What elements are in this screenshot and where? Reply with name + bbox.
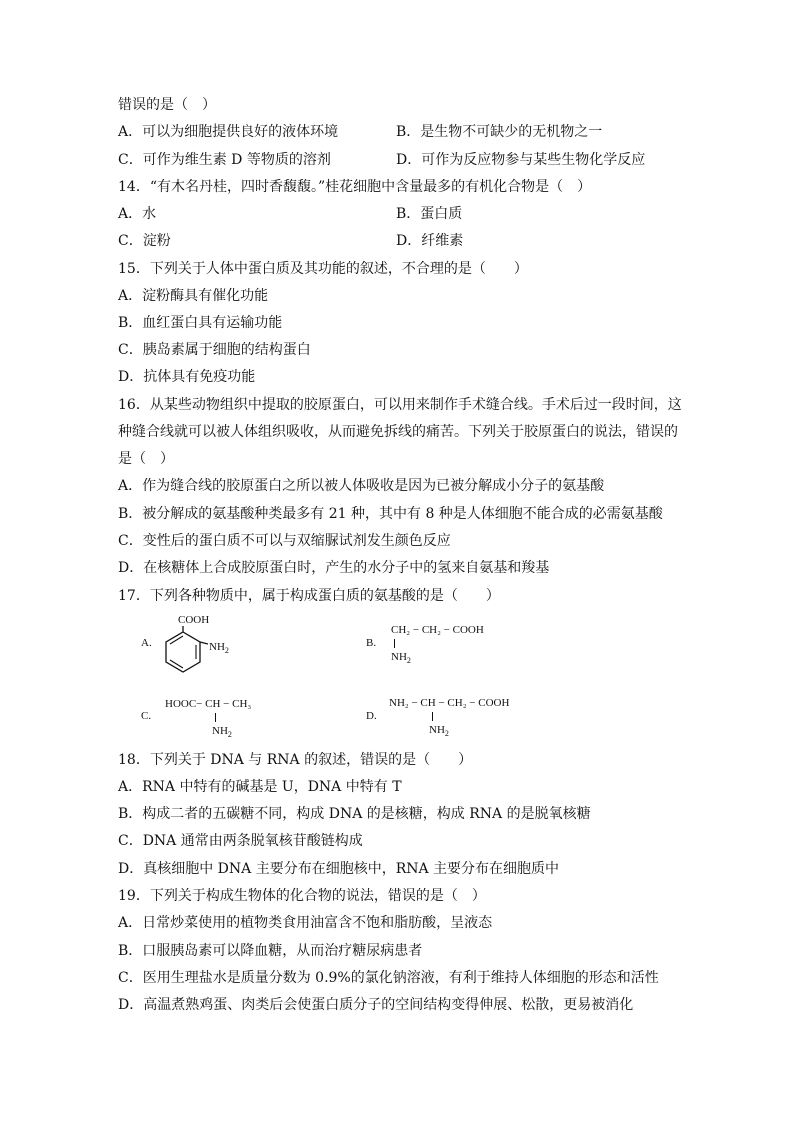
structure-group: COOH [178, 614, 210, 626]
structure-label: C. [141, 710, 152, 722]
option-d: D．可作为反应物参与某些生物化学反应 [396, 152, 646, 168]
option-c: C．医用生理盐水是质量分数为 0.9%的氯化钠溶液，有利于维持人体细胞的形态和活性 [118, 970, 659, 986]
question-18: 18．下列关于 DNA 与 RNA 的叙述，错误的是（ ） [118, 752, 473, 768]
option-a: A．作为缝合线的胶原蛋白之所以被人体吸收是因为已被分解成小分子的氨基酸 [118, 478, 605, 494]
structure-group: $NH_2$ [212, 725, 232, 740]
text-line: 错误的是（ ） [118, 97, 216, 113]
option-d: D．抗体具有免疫功能 [118, 369, 256, 385]
option-c: C．可作为维生素 D 等物质的溶剂 [118, 152, 331, 168]
option-d: D．高温煮熟鸡蛋、肉类后会使蛋白质分子的空间结构变得伸展、松散，更易被消化 [118, 997, 634, 1013]
option-b: B．构成二者的五碳糖不同，构成 DNA 的是核糖，构成 RNA 的是脱氧核糖 [118, 806, 591, 822]
option-d: D．在核糖体上合成胶原蛋白时，产生的水分子中的氢来自氨基和羧基 [118, 560, 550, 576]
option-b: B．被分解成的氨基酸种类最多有 21 种，其中有 8 种是人体细胞不能合成的必需氨基酸 [118, 506, 663, 522]
option-a: A．RNA 中特有的碱基是 U，DNA 中特有 T [118, 779, 402, 795]
option-b: B．是生物不可缺少的无机物之一 [396, 124, 603, 140]
option-b: B．血红蛋白具有运输功能 [118, 315, 283, 331]
bond-line [215, 713, 216, 722]
option-d: D．纤维素 [396, 233, 464, 249]
structure-group: $NH_2$ [429, 724, 449, 739]
bond-line [432, 712, 433, 721]
structure-chain: NH₂ − CH − CH₂ − COOH [389, 697, 510, 709]
option-a: A．可以为细胞提供良好的液体环境 [118, 124, 339, 140]
option-a: A．淀粉酶具有催化功能 [118, 288, 269, 304]
structure-group: $NH_2$ [391, 651, 411, 666]
option-a: A．水 [118, 206, 157, 222]
question-14: 14．“有木名丹桂，四时香馥馥。”桂花细胞中含量最多的有机化合物是（ ） [118, 179, 592, 195]
question-16-cont: 种缝合线就可以被人体组织吸收，从而避免拆线的痛苦。下列关于胶原蛋白的说法，错误的 [118, 424, 678, 440]
question-15: 15．下列关于人体中蛋白质及其功能的叙述，不合理的是（ ） [118, 261, 528, 277]
option-c: C．变性后的蛋白质不可以与双缩脲试剂发生颜色反应 [118, 533, 451, 549]
structure-label: B. [366, 637, 377, 649]
option-c: C．淀粉 [118, 233, 171, 249]
question-17: 17．下列各种物质中，属于构成蛋白质的氨基酸的是（ ） [118, 588, 500, 604]
structure-label: D. [366, 710, 377, 722]
bond-line [394, 639, 395, 648]
option-b: B．蛋白质 [396, 206, 463, 222]
option-a: A．日常炒菜使用的植物类食用油富含不饱和脂肪酸，呈液态 [118, 915, 493, 931]
structure-chain: HOOC− CH − CH₃ [165, 698, 252, 710]
question-16-cont: 是（ ） [118, 451, 174, 467]
structure-label: A. [141, 637, 152, 649]
option-d: D．真核细胞中 DNA 主要分布在细胞核中，RNA 主要分布在细胞质中 [118, 861, 560, 877]
option-c: C．胰岛素属于细胞的结构蛋白 [118, 342, 311, 358]
structure-chain: CH₂ − CH₂ − COOH [391, 624, 484, 636]
structure-group: $NH_2$ [209, 641, 229, 656]
option-b: B．口服胰岛素可以降血糖，从而治疗糖尿病患者 [118, 943, 423, 959]
question-16: 16．从某些动物组织中提取的胶原蛋白，可以用来制作手术缝合线。手术后过一段时间，这 [118, 397, 682, 413]
option-c: C．DNA 通常由两条脱氧核苷酸链构成 [118, 833, 363, 849]
question-19: 19．下列关于构成生物体的化合物的说法，错误的是（ ） [118, 888, 486, 904]
benzene-ring-icon [158, 626, 208, 676]
